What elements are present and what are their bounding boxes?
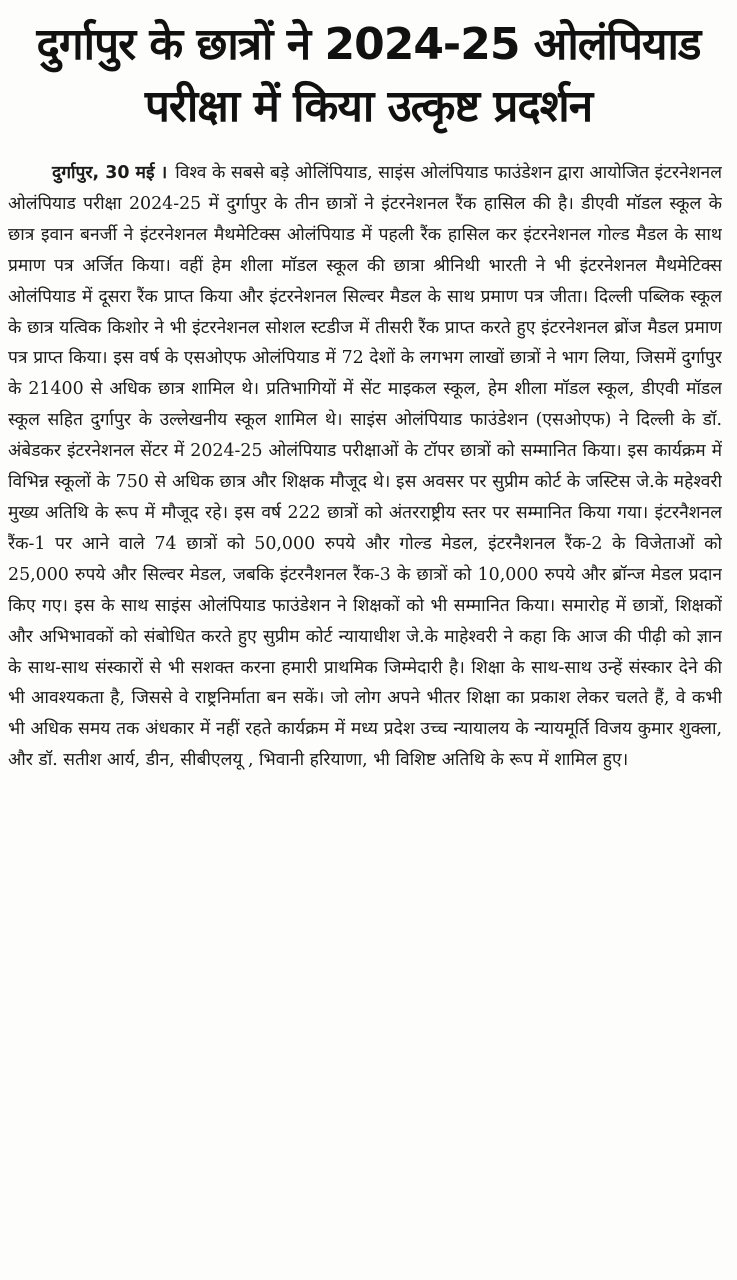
headline-line-1: दुर्गापुर के छात्रों ने 2024-25 ओलंपियाड	[36, 19, 701, 70]
dateline: दुर्गापुर, 30 मई ।	[52, 163, 168, 183]
article-body	[8, 158, 722, 1266]
article-headline	[8, 14, 729, 138]
article-body-text: विश्व के सबसे बड़े ओलिंपियाड, साइंस ओलंपियाड फाउंडेशन द्वारा आयोजित इंटरनेशनल ओलंपियाड परीक्षा 2024-25 में दुर्गापुर के तीन छात्रों ने इंटरनेशनल रैंक हासिल की है। डीएवी मॉडल स्कूल के छात्र इवान बनर्जी ने इंटरनेशनल मैथमेटिक्स ओलंपियाड में पहली रैंक हासिल कर इंटरनेशनल गोल्ड मैडल के साथ प्रमाण पत्र अर्जित किया। वहीं हेम शीला मॉडल स्कूल की छात्रा श्रीनिथी भारती ने भी इंटरनेशनल मैथमेटिक्स ओलंपियाड में दूसरा रैंक प्राप्त किया और इंटरनेशनल सिल्वर मैडल के साथ प्रमाण पत्र जीता। दिल्ली पब्लिक स्कूल के छात्र यत्विक किशोर ने भी इंटरनेशनल सोशल स्टडीज में तीसरी रैंक प्राप्त करते हुए इंटरनेशनल ब्रोंज मैडल प्रमाण पत्र प्राप्त किया। इस वर्ष के एसओएफ ओलंपियाड में 72 देशों के लगभग लाखों छात्रों ने भाग लिया, जिसमें दुर्गापुर के 21400 से अधिक छात्र शामिल थे। प्रतिभागियों में सेंट माइकल स्कूल, हेम शीला मॉडल स्कूल, डीएवी मॉडल स्कूल सहित दुर्गापुर के उल्लेखनीय स्कूल शामिल थे। साइंस ओलंपियाड फाउंडेशन (एसओएफ) ने दिल्ली के डॉ. अंबेडकर इंटरनेशनल सेंटर में 2024-25 ओलंपियाड परीक्षाओं के टॉपर छात्रों को सम्मानित किया। इस कार्यक्रम में विभिन्न स्कूलों के 750 से अधिक छात्र और शिक्षक मौजूद थे। इस अवसर पर सुप्रीम कोर्ट के जस्टिस जे.के महेश्वरी मुख्य अतिथि के रूप में मौजूद रहे। इस वर्ष 222 छात्रों को अंतरराष्ट्रीय स्तर पर सम्मानित किया गया। इंटरनैशनल रैंक-1 पर आने वाले 74 छात्रों को 50,000 रुपये और गोल्ड मेडल, इंटरनैशनल रैंक-2 के विजेताओं को 25,000 रुपये और सिल्वर मेडल, जबकि इंटरनैशनल रैंक-3 के छात्रों को 10,000 रुपये और ब्रॉन्ज मेडल प्रदान किए गए। इस के साथ साइंस ओलंपियाड फाउंडेशन ने शिक्षकों को भी सम्मानित किया। समारोह में छात्रों, शिक्षकों और अभिभावकों को संबोधित करते हुए सुप्रीम कोर्ट न्यायाधीश जे.के माहेश्वरी ने कहा कि आज की पीढ़ी को ज्ञान के साथ-साथ संस्कारों से भी सशक्त करना हमारी प्राथमिक जिम्मेदारी है। शिक्षा के साथ-साथ उन्हें संस्कार देने की भी आवश्यकता है, जिससे वे राष्ट्रनिर्माता बन सकें। जो लोग अपने भीतर शिक्षा का प्रकाश लेकर चलते हैं, वे कभी भी अधिक समय तक अंधकार में नहीं रहते कार्यक्रम में मध्य प्रदेश उच्च न्यायालय के न्यायमूर्ति विजय कुमार शुक्ला, और डॉ. सतीश आर्य, डीन, सीबीएलयू , भिवानी हरियाणा, भी विशिष्ट अतिथि के रूप में शामिल हुए।	[8, 163, 722, 771]
headline-line-2: परीक्षा में किया उत्कृष्ट प्रदर्शन	[144, 81, 593, 132]
